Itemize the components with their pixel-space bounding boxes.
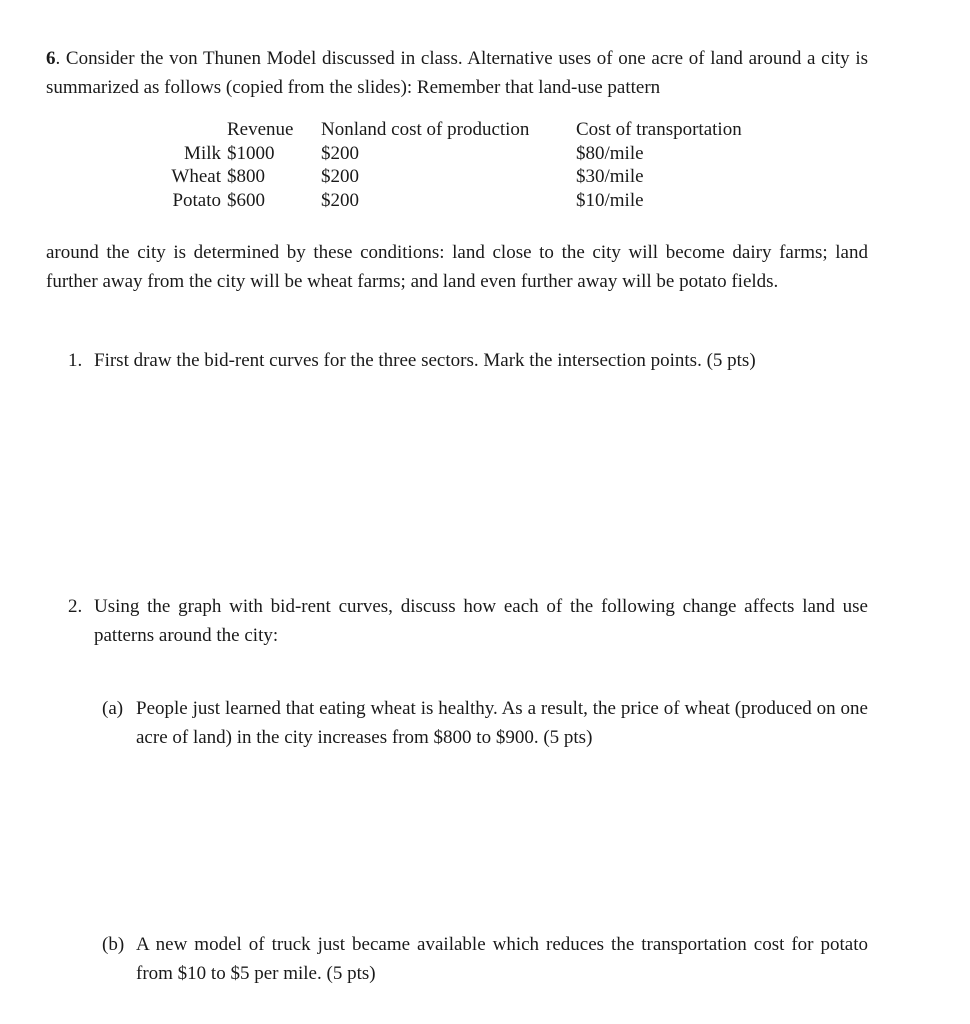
table-cell-crop: Milk bbox=[184, 142, 221, 164]
table-row bbox=[145, 165, 742, 189]
table-cell-transport-cost: $80/mile bbox=[576, 142, 644, 164]
question-2 bbox=[68, 592, 868, 650]
land-use-table bbox=[145, 118, 742, 212]
problem-continuation: around the city is determined by these conditions: land close to the city will become dairy farms; land further away from the city will be wheat farms; and land even further away will be potato fields. bbox=[46, 242, 868, 292]
table-row bbox=[145, 142, 742, 166]
question-2-text: Using the graph with bid-rent curves, discuss how each of the following change affects land use patterns around the city: bbox=[94, 596, 868, 646]
question-2-label: 2. bbox=[68, 596, 83, 617]
subquestion-b-text: A new model of truck just became available which reduces the transportation cost for potato from $10 to $5 per mile. (5 pts) bbox=[136, 934, 868, 984]
subquestion-a bbox=[102, 694, 868, 752]
table-cell-nonland-cost: $200 bbox=[321, 166, 359, 187]
table-cell-revenue: $800 bbox=[227, 166, 265, 187]
table-header-crop bbox=[145, 118, 227, 142]
table-row bbox=[145, 189, 742, 213]
subquestion-a-text: People just learned that eating wheat is healthy. As a result, the price of wheat (produced on one acre of land) in the city increases from $800 to $900. (5 pts) bbox=[136, 698, 868, 748]
problem-intro bbox=[46, 44, 868, 102]
table-cell-revenue: $600 bbox=[227, 189, 265, 211]
problem-number: 6 bbox=[46, 48, 56, 69]
question-1 bbox=[68, 346, 868, 375]
table-header-transport-cost: Cost of transportation bbox=[576, 119, 742, 140]
table-header-nonland-cost: Nonland cost of production bbox=[321, 119, 530, 140]
table-header-revenue: Revenue bbox=[227, 119, 294, 140]
table-cell-revenue: $1000 bbox=[227, 142, 275, 164]
table-cell-crop: Wheat bbox=[171, 166, 221, 187]
subquestion-b bbox=[102, 930, 868, 988]
table-cell-nonland-cost: $200 bbox=[321, 142, 359, 164]
question-1-text: First draw the bid-rent curves for the three sectors. Mark the intersection points. (5 pts) bbox=[94, 350, 756, 371]
subquestion-b-label: (b) bbox=[102, 934, 125, 955]
table-cell-transport-cost: $10/mile bbox=[576, 189, 644, 211]
table-cell-crop: Potato bbox=[172, 189, 221, 211]
question-1-label: 1. bbox=[68, 350, 83, 371]
table-header-row bbox=[145, 118, 742, 142]
problem-intro-text: . Consider the von Thunen Model discussed in class. Alternative uses of one acre of land around a city is summarized as follows (copied from the slides): Remember that land-use pattern bbox=[46, 48, 868, 98]
subquestion-a-label: (a) bbox=[102, 698, 124, 719]
table-cell-nonland-cost: $200 bbox=[321, 189, 359, 211]
table-cell-transport-cost: $30/mile bbox=[576, 166, 644, 187]
